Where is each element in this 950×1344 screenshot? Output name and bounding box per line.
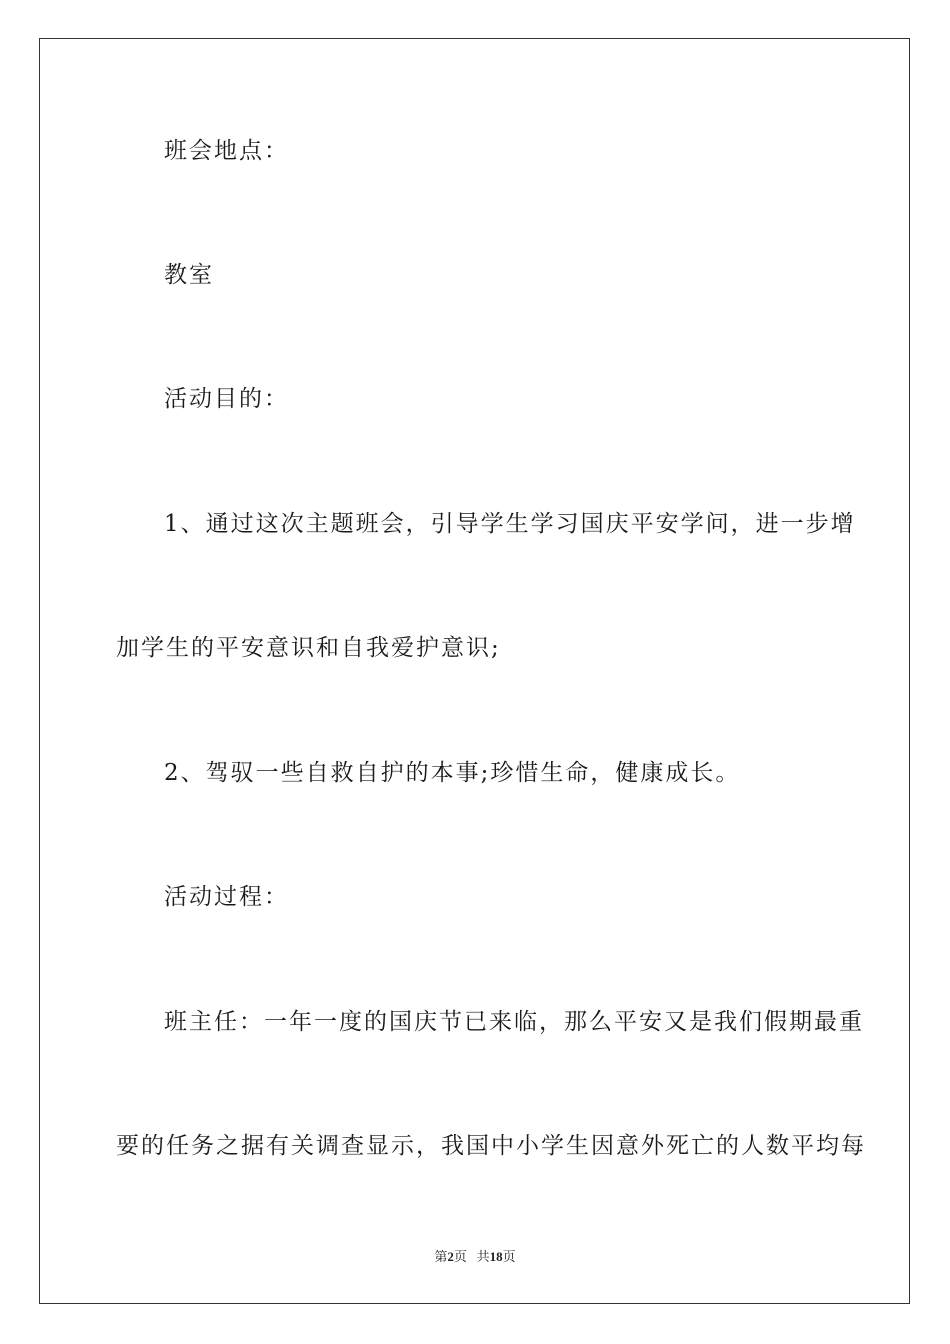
paragraph-purpose-item-1-cont: 加学生的平安意识和自我爱护意识; [116,635,501,661]
footer-page-number: 2 [447,1249,454,1264]
footer-total-pages: 18 [489,1249,503,1264]
paragraph-location-label: 班会地点： [164,138,289,164]
paragraph-purpose-item-1: 1、通过这次主题班会，引导学生学习国庆平安学问，进一步增 [164,511,856,537]
footer-total-prefix: 共 [476,1249,490,1264]
footer-page-prefix: 第 [434,1249,448,1264]
footer-page-suffix: 页 [453,1249,467,1264]
paragraph-process-label: 活动过程： [164,884,289,910]
footer-total-suffix: 页 [502,1249,516,1264]
page-border [39,38,910,1304]
paragraph-teacher-speech: 班主任：一年一度的国庆节已来临，那么平安又是我们假期最重 [164,1009,864,1035]
paragraph-teacher-speech-cont: 要的任务之据有关调查显示，我国中小学生因意外死亡的人数平均每 [116,1133,866,1159]
paragraph-location-value: 教室 [164,262,214,288]
page-footer [0,1248,950,1266]
paragraph-purpose-item-2: 2、驾驭一些自救自护的本事;珍惜生命，健康成长。 [164,760,741,786]
paragraph-purpose-label: 活动目的： [164,386,289,412]
